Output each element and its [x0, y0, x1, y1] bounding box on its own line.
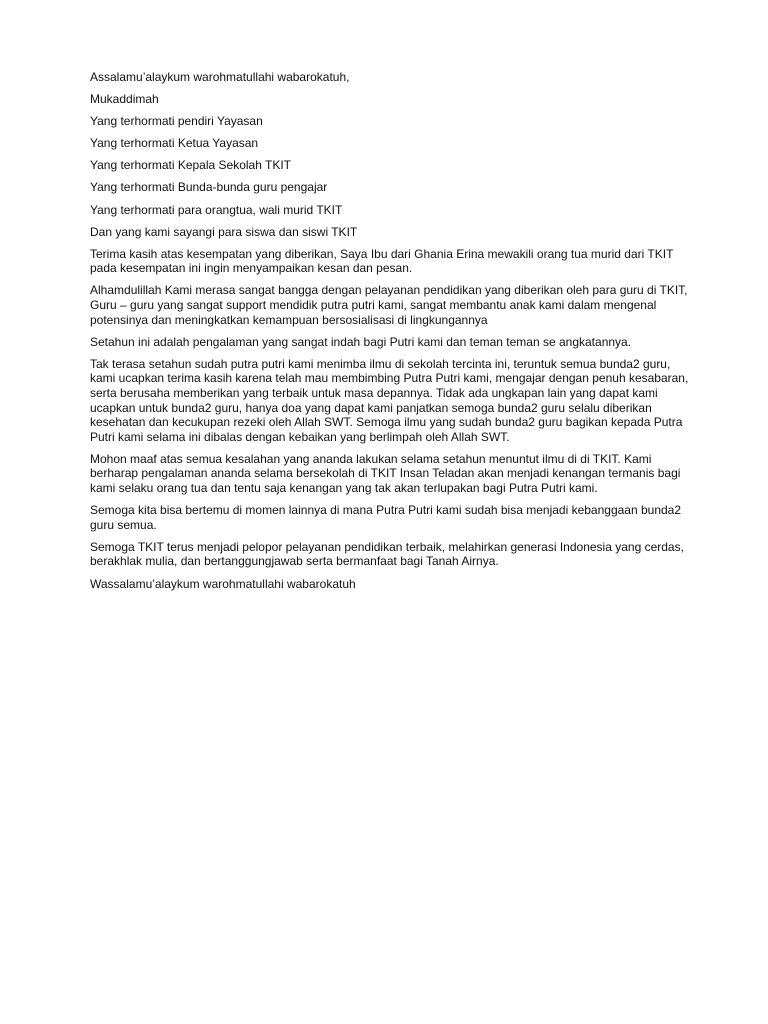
paragraph-wish: Semoga TKIT terus menjadi pelopor pelayanan pendidikan terbaik, melahirkan generasi Indonesia yang cerdas, berakhlak mulia, dan bertanggungjawab serta bermanfaat bagi Tanah Airnya.	[90, 539, 684, 569]
salutation-teachers: Yang terhormati Bunda-bunda guru pengajar	[90, 180, 328, 195]
greeting-opening: Assalamu’alaykum warohmatullahi wabarokatuh,	[90, 70, 350, 84]
salutation-parents: Yang terhormati para orangtua, wali murid TKIT	[90, 202, 343, 217]
paragraph-appreciation: Tak terasa setahun sudah putra putri kami menimba ilmu di sekolah tercinta ini, teruntuk semua bunda2 guru, kami ucapkan terima kasih karena telah mau membimbing Putra Putri kami, mengajar dengan penuh kesabaran, serta berusaha memberikan yang terbaik untuk masa depannya. Tidak ada ungkapan lain yang dapat kami ucapkan untuk bunda2 guru, hanya doa yang dapat kami panjatkan semoga bunda2 guru selalu diberikan kesehatan dan kecukupan rezeki oleh Allah SWT. Semoga ilmu yang sudah bunda2 guru bagikan kepada Putra Putri kami selama ini dibalas dengan kebaikan yang berlimpah oleh Allah SWT.	[90, 356, 689, 444]
paragraph-gratitude: Alhamdulillah Kami merasa sangat bangga dengan pelayanan pendidikan yang diberikan oleh para guru di TKIT, Guru – guru yang sangat support mendidik putra putri kami, sangat membantu anak kami dalam mengenal potensinya dan meningkatkan kemampuan bersosialisasi di lingkungannya	[90, 283, 688, 327]
section-heading: Mukaddimah	[90, 92, 159, 107]
paragraph-hope: Semoga kita bisa bertemu di momen lainnya di mana Putra Putri kami sudah bisa menjadi kebanggaan bunda2 guru semua.	[90, 503, 682, 532]
salutation-students: Dan yang kami sayangi para siswa dan siswi TKIT	[90, 224, 358, 239]
document-body	[90, 70, 690, 599]
salutation-chairman: Yang terhormati Ketua Yayasan	[90, 136, 259, 151]
salutation-principal: Yang terhormati Kepala Sekolah TKIT	[90, 158, 291, 173]
paragraph-apology: Mohon maaf atas semua kesalahan yang ananda lakukan selama setahun menuntut ilmu di di TKIT. Kami berharap pengalaman ananda selama bersekolah di TKIT Insan Teladan akan menjadi kenangan termanis bagi kami selaku orang tua dan tentu saja kenangan yang tak akan terlupakan bagi Putra Putri kami.	[90, 451, 681, 496]
salutation-founder: Yang terhormati pendiri Yayasan	[90, 114, 263, 129]
greeting-closing: Wassalamu’alaykum warohmatullahi wabarokatuh	[90, 576, 356, 591]
paragraph-experience: Setahun ini adalah pengalaman yang sangat indah bagi Putri kami dan teman teman se angkatannya.	[90, 334, 632, 349]
paragraph-thanks: Terima kasih atas kesempatan yang diberikan, Saya Ibu dari Ghania Erina mewakili orang tua murid dari TKIT pada kesempatan ini ingin menyampaikan kesan dan pesan.	[90, 246, 674, 276]
